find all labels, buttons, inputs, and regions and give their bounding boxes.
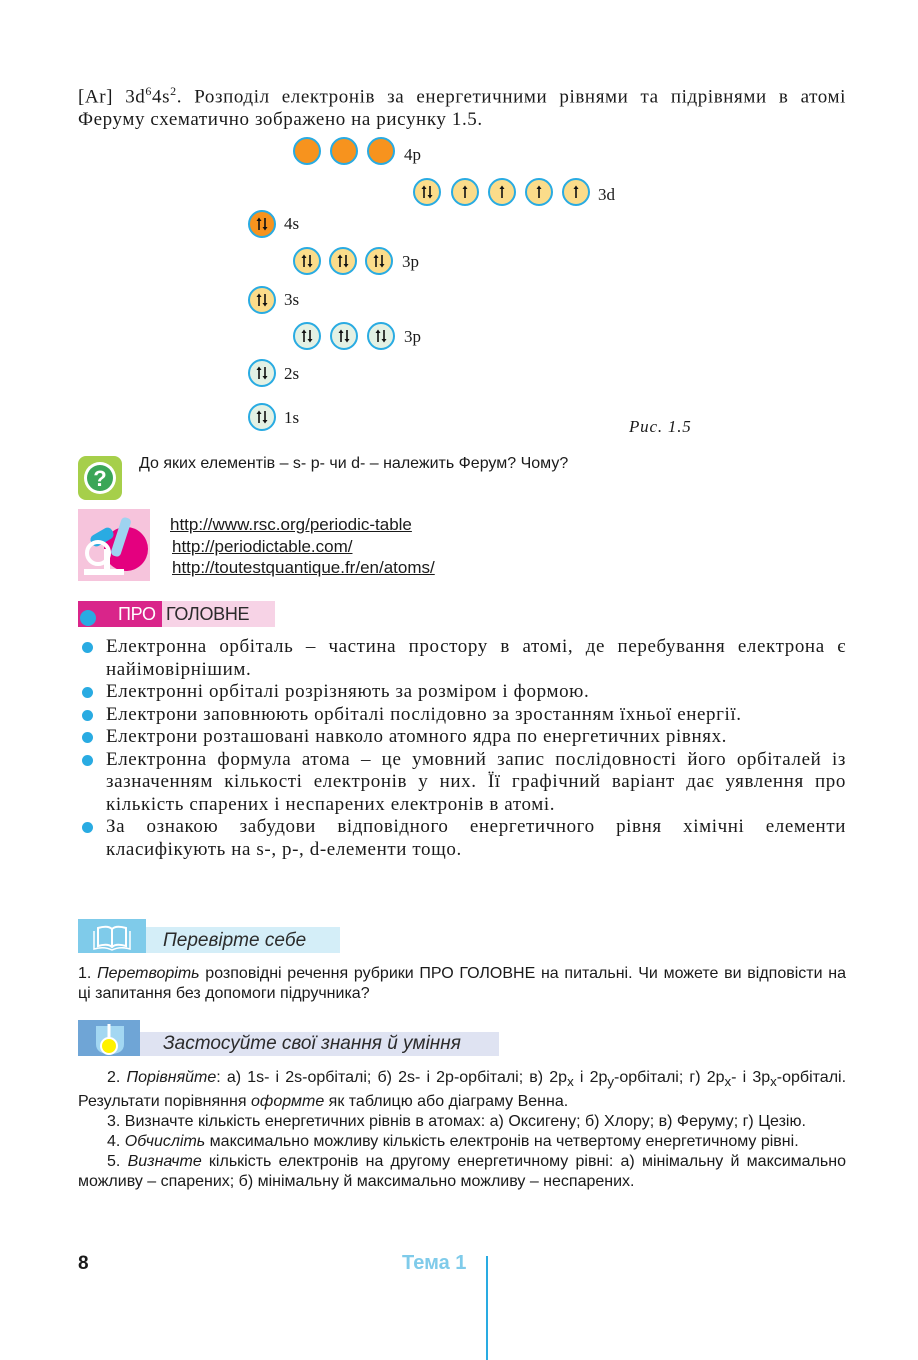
orbital-3d-1 (413, 178, 441, 206)
summary-item: Електронні орбіталі розрізняють за розміром і формою. (78, 681, 846, 704)
orbital-1s (248, 403, 276, 431)
task-1-number: 1. (78, 965, 98, 982)
level-label-4s: 4s (284, 214, 300, 233)
link-rsc-periodic-table[interactable]: http://www.rsc.org/periodic-table (170, 515, 412, 534)
config-sup-2: 2 (170, 84, 177, 98)
page-number: 8 (78, 1253, 89, 1274)
book-icon (78, 919, 146, 953)
orbital-3p-lower-1 (293, 322, 321, 350)
task-5-verb: Визначте (127, 1153, 202, 1171)
task-2-verb-2: оформте (250, 1093, 325, 1111)
task-2 (78, 1068, 846, 1112)
level-label-2s: 2s (284, 364, 300, 383)
orbital-3d-4 (525, 178, 553, 206)
config-sup-6: 6 (145, 84, 153, 98)
apply-tasks (78, 1068, 846, 1192)
level-label-3s: 3s (284, 290, 300, 309)
level-label-4p: 4p (404, 145, 421, 164)
summary-header-pro: ПРО (118, 604, 156, 624)
summary-item: Електронна формула атома – це умовний запис послідовності його орбіталей із зазначенням кількості електронів у них. Її графічний варіант дає уявлення про кількість спарених і неспарених електронів в атомі. (78, 749, 846, 817)
question-text: До яких елементів – s- p- чи d- – належить Ферум? Чому? (139, 455, 569, 472)
orbital-4p-1 (293, 137, 321, 165)
figure-caption: Рис. 1.5 (629, 417, 692, 436)
svg-text:?: ? (93, 466, 107, 491)
task-2-text-e: -орбіталі. Результати порівняння (78, 1069, 847, 1111)
summary-item: Електронна орбіталь – частина простору в атомі, де перебування електрона є найімовірнішим. (78, 636, 846, 681)
orbital-4p-2 (330, 137, 358, 165)
task-2-sub-x3: x (770, 1074, 777, 1090)
task-4-verb: Обчисліть (124, 1133, 206, 1151)
intro-paragraph (78, 80, 846, 131)
orbital-3d-5 (562, 178, 590, 206)
task-2-text-a: : а) 1s- і 2s-орбіталі; б) 2s- і 2p-орбіталі; в) 2p (216, 1069, 568, 1086)
orbital-3d-3 (488, 178, 516, 206)
orbital-3s (248, 286, 276, 314)
intro-text: . Розподіл електронів за енергетичними рівнями та підрівнями в атомі Феруму схематично зображено на рисунку 1.5. (78, 86, 846, 131)
task-2-sub-y: y (607, 1074, 615, 1090)
task-5 (78, 1152, 846, 1192)
summary-item: Електрони розташовані навколо атомного ядра по енергетичних рівнях. (78, 726, 846, 749)
link-toutestquantique[interactable]: http://toutestquantique.fr/en/atoms/ (172, 558, 435, 577)
task-4 (78, 1132, 846, 1152)
orbital-3d-2 (451, 178, 479, 206)
flask-icon (78, 1020, 140, 1056)
task-5-number: 5. (107, 1153, 128, 1171)
task-4-number: 4. (107, 1133, 125, 1151)
summary-header-dot (80, 610, 96, 626)
level-label-3p-lower: 3p (404, 327, 421, 346)
config-prefix: [Ar] 3d (78, 86, 146, 108)
task-3: 3. Визначте кількість енергетичних рівнів в атомах: а) Оксигену; б) Хлору; в) Феруму; г) Цезію. (107, 1113, 806, 1131)
task-2-verb: Порівняйте (126, 1069, 217, 1086)
task-1-verb: Перетворіть (97, 965, 200, 982)
task-2-text-c: -орбіталі; г) 2p (614, 1069, 725, 1086)
level-label-3d: 3d (598, 185, 615, 204)
orbital-2s (248, 359, 276, 387)
summary-item: За ознакою забудови відповідного енергетичного рівня хімічні елементи класифікують на s-, p-, d-елементи тощо. (78, 816, 846, 861)
config-4s: 4s (152, 86, 171, 108)
task-2-number: 2. (107, 1069, 127, 1086)
orbital-3p-upper-3 (365, 247, 393, 275)
task-1-text: розповідні речення рубрики ПРО ГОЛОВНЕ на питальні. Чи можете ви відповісти на ці запитання без допомоги підручника? (78, 965, 846, 1002)
orbital-3p-upper-1 (293, 247, 321, 275)
orbital-3p-lower-3 (367, 322, 395, 350)
summary-item: Електрони заповнюють орбіталі послідовно за зростанням їхньої енергії. (78, 704, 846, 727)
task-1 (78, 964, 846, 1004)
orbital-4p-3 (367, 137, 395, 165)
link-periodictable[interactable]: http://periodictable.com/ (172, 537, 353, 556)
question-icon (78, 456, 122, 500)
orbital-3p-lower-2 (330, 322, 358, 350)
task-2-text-d: - і 3p (731, 1069, 771, 1086)
task-2-sub-x1: x (567, 1074, 574, 1090)
summary-list (78, 636, 846, 861)
check-header-title: Перевірте себе (163, 930, 307, 951)
footer-divider (486, 1256, 488, 1360)
orbital-3p-upper-2 (329, 247, 357, 275)
lab-flask-icon (78, 509, 150, 581)
task-4-text: максимально можливу кількість електронів на четвертому енергетичному рівні. (205, 1133, 799, 1151)
task-2-sub-x2: x (724, 1074, 732, 1090)
level-label-3p-upper: 3p (402, 252, 419, 271)
task-2-text-b: і 2p (573, 1069, 608, 1086)
task-2-text-f: як таблицю або діаграму Венна. (324, 1093, 569, 1111)
orbital-4s (248, 210, 276, 238)
level-label-1s: 1s (284, 408, 300, 427)
task-5-text: кількість електронів на другому енергетичному рівні: а) мінімальну й максимально можливу – спарених; б) мінімальну й максимально можливу – неспарених. (78, 1153, 846, 1191)
summary-header-golovne: ГОЛОВНЕ (166, 604, 250, 624)
footer-theme: Тема 1 (402, 1252, 467, 1274)
apply-header-title: Застосуйте свої знання й уміння (163, 1033, 461, 1054)
